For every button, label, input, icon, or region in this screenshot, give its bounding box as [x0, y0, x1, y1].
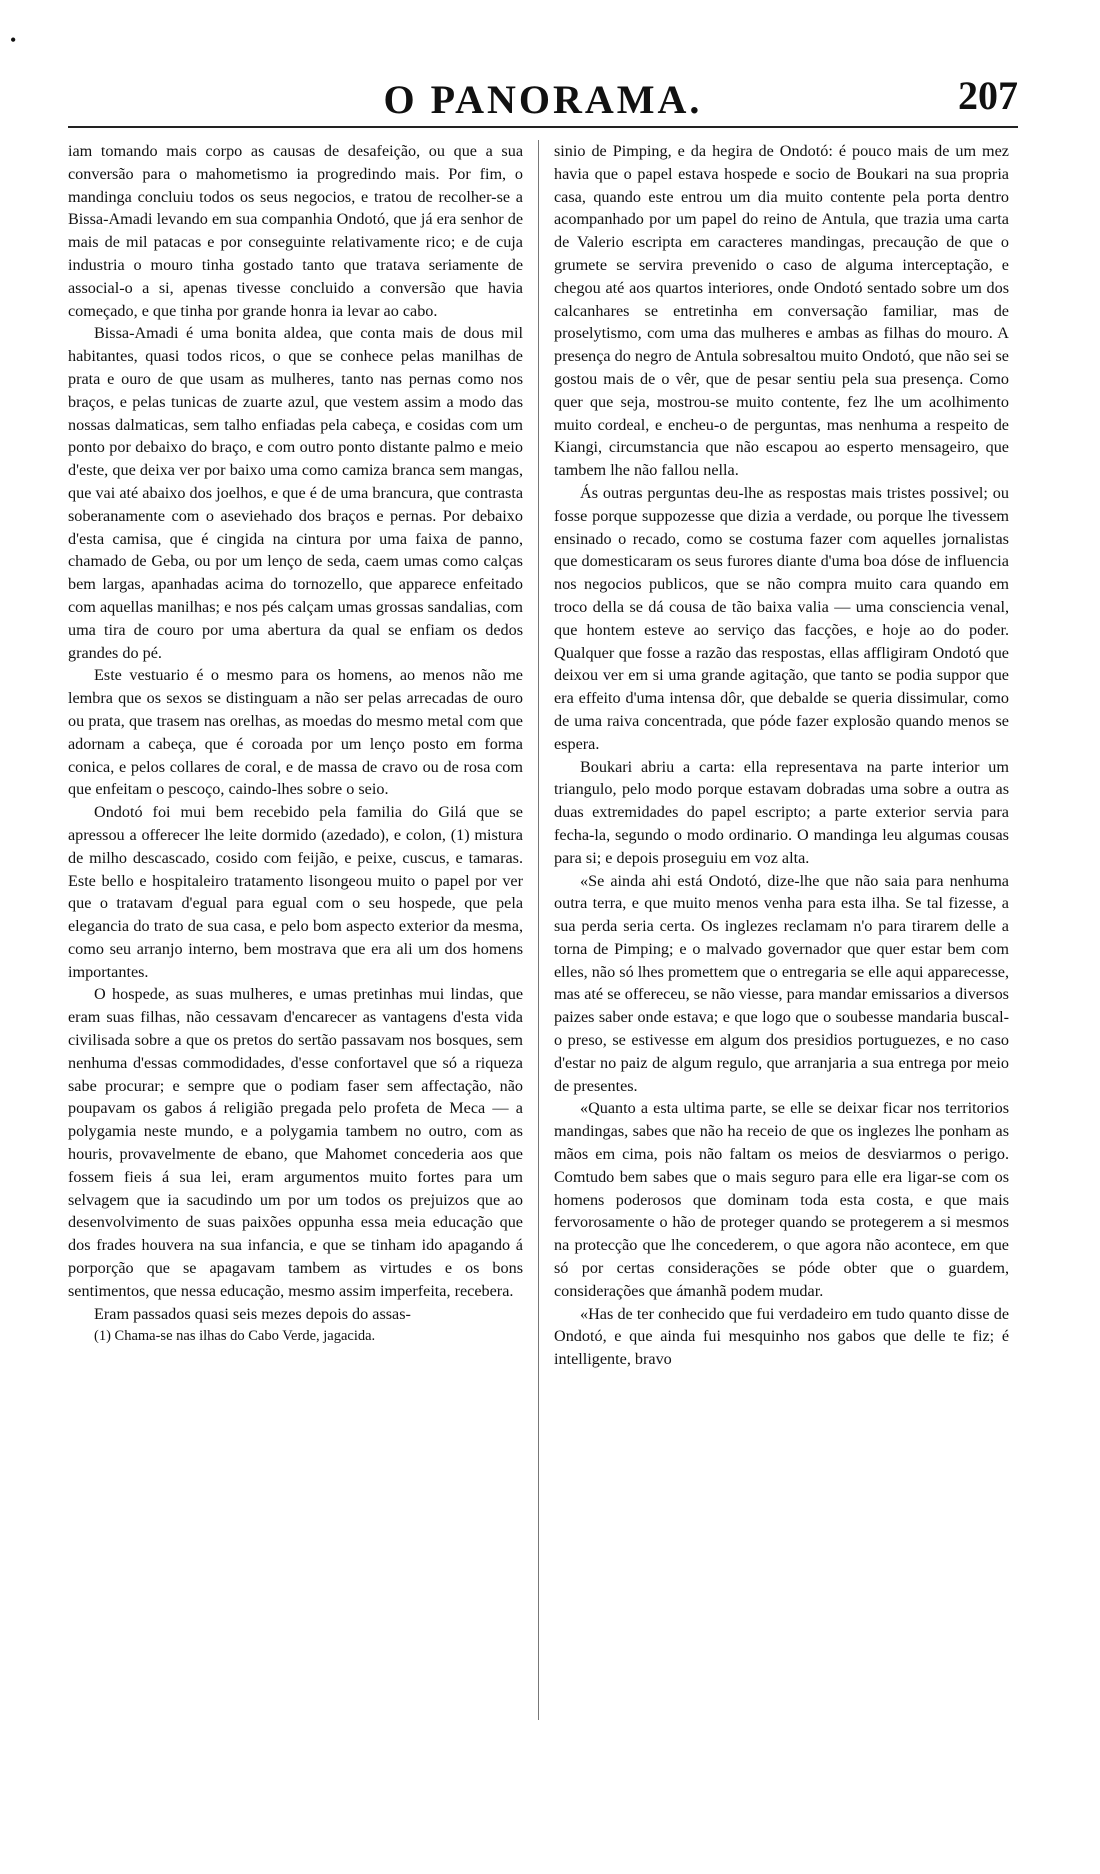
page-header — [10, 30, 1018, 122]
header-rule — [68, 126, 1018, 128]
paragraph: «Has de ter conhecido que fui verdadeiro em tudo quanto disse de Ondotó, e que ainda fui mesquinho nos gabos que delle te fiz; é intelligente, bravo — [554, 1304, 1009, 1369]
left-column — [68, 140, 523, 1348]
paragraph: Eram passados quasi seis mezes depois do assas- — [94, 1304, 411, 1323]
margin-mark: • — [10, 30, 17, 50]
right-column — [554, 140, 1009, 1371]
paragraph: sinio de Pimping, e da hegira de Ondotó: é pouco mais de um mez havia que o papel estava hospede e socio de Boukari na sua propria casa, quando este entrou um dia muito contente pela porta dentro acompanhado por um papel do reino de Antula, que trazia uma carta de Valerio escripta em caracteres mandingas, precaução de que o grumete se servira prevenido o caso de alguma interceptação, e chegou até aos quartos interiores, onde Ondotó sentado sobre um dos calcanhares se entretinha em conversação familiar, mas de proselytismo, com uma das mulheres e ambas as filhas do mouro. A presença do negro de Antula sobresaltou muito Ondotó, que não sei se gostou mais de o vêr, que de pesar sentiu pela sua presença. Como quer que seja, mostrou-se muito contente, fez lhe um acolhimento muito cordeal, e encheu-o de perguntas, mas nenhuma a respeito de Kiangi, circumstancia que não escapou ao esperto mensageiro, que tambem lhe não fallou nella. — [554, 142, 1009, 480]
paragraph: Ondotó foi mui bem recebido pela familia do Gilá que se apressou a offerecer lhe leite dormido (azedado), e colon, (1) mistura de milho descascado, cosido com feijão, e peixe, cuscus, e tamaras. Este bello e hospitaleiro tratamento lisongeou muito o papel por ver que o tratavam d'egual para egual com o seu hospede, que pela elegancia do trato de sua casa, e pelo bom aspecto exterior da mesma, como seu arranjo interno, bem mostrava que era ali um dos homens importantes. — [68, 803, 523, 981]
paragraph: Bissa-Amadi é uma bonita aldea, que conta mais de dous mil habitantes, quasi todos ricos, o que se conhece pelas manilhas de prata e ouro de que usam as mulheres, tanto nas pernas como nos braços, e pelas tunicas de zuarte azul, que vestem assim a modo das nossas dalmaticas, sem talho enfiadas pela cabeça, e cosidas com um ponto por debaixo do braço, e com outro ponto distante palmo e meio d'este, que deixa ver por baixo uma como camiza branca sem mangas, que vai até abaixo dos joelhos, e que é de uma brancura, que contrasta soberanamente com o aseviehado dos braços e pernas. Por debaixo d'esta camisa, que é cingida na cintura por uma faixa de panno, chamado de Geba, ou por um lenço de seda, caem umas como calças bem largas, apanhadas acima do tornozello, que apparece enfeitado com aquellas manilhas; e nos pés calçam umas grossas sandalias, com uma tira de couro por uma abertura da qual se enfiam os dedos grandes do pé. — [68, 324, 523, 662]
paragraph: «Se ainda ahi está Ondotó, dize-lhe que não saia para nenhuma outra terra, e que muito menos venha para esta ilha. Se tal fizesse, a sua perda seria certa. Os inglezes reclamam n'o para tirarem delle a torna de Pimping; e o malvado governador que quer estar bem com elles, não só lhes promettem que o entregaria se elle aqui apparecesse, mas até se offereceu, se não viesse, para mandar emissarios a diversos paizes saber onde estava; e que logo que o soubesse mandaria buscal-o preso, se estivesse em algum dos presidios portuguezes, e no caso d'estar no paiz de algum regulo, que arranjaria a sua entrega por meio de presentes. — [554, 871, 1009, 1095]
paragraph: «Quanto a esta ultima parte, se elle se deixar ficar nos territorios mandingas, sabes que não ha receio de que os inglezes lhe ponham as mãos em cima, pois não faltam os meios de desviarmos o perigo. Comtudo bem sabes que o mais seguro para elle era ligar-se com os homens poderosos que dominam toda esta costa, e que mais fervorosamente o hão de proteger quando se protegerem a si mesmos na protecção que lhe concederem, o que agora não acontece, em que só por certas considerações se póde obter que o guardem, considerações que ámanhã podem mudar. — [554, 1099, 1009, 1300]
paragraph: iam tomando mais corpo as causas de desafeição, ou que a sua conversão para o mahometismo ia progredindo mais. Por fim, o mandinga concluiu todos os seus negocios, e tratou de recolher-se a Bissa-Amadi levando em sua companhia Ondotó, que já era senhor de mais de mil patacas e por conseguinte relativamente rico; e de cuja industria o mouro tinha gostado tanto que tratava seriamente de associal-o a si, apenas tivesse concluido a conversão que havia começado, e que tinha por grande honra ia levar ao cabo. — [68, 142, 523, 320]
paragraph: Ás outras perguntas deu-lhe as respostas mais tristes possivel; ou fosse porque suppozesse que dizia a verdade, ou porque lhe tivessem ensinado o recado, como se costuma fazer com aquelles jornalistas que domesticaram os seus furores diante d'uma boa dóse de influencia nos negocios publicos, que se não compra muito cara quando em troco della se dá cousa de tão baixa valia — uma consciencia venal, que hontem esteve ao serviço das facções, e hoje ao do poder. Qualquer que fosse a razão das respostas, ellas affligiram Ondotó que deixou ver em si uma grande agitação, que tanto se podia suppor que era effeito d'uma intensa dôr, que debalde se queria dissimular, como de uma raiva concentrada, que póde fazer explosão quando menos se espera. — [554, 483, 1009, 753]
footnote: (1) Chama-se nas ilhas do Cabo Verde, jagacida. — [94, 1328, 376, 1345]
paragraph: O hospede, as suas mulheres, e umas pretinhas mui lindas, que eram suas filhas, não cessavam d'encarecer as vantagens d'esta vida civilisada sobre a que os pretos do sertão passavam nos bosques, sem nenhuma d'essas commodidades, d'esse confortavel que só a riqueza sabe procurar; e sempre que o podiam faser sem affectação, não poupavam os gabos á religião pregada pelo profeta de Meca — a polygamia neste mundo, e a polygamia tambem no outro, com as houris, provavelmente de ebano, que Mahomet concederia aos que fossem fieis á sua lei, eram argumentos muito fortes para um selvagem que ia sacudindo um por um todos os prejuizos que ao desenvolvimento de suas paixões oppunha essa meia educação que dos frades houvera na sua infancia, e que se tinham ido apagando á porporção que se apagavam tambem as virtudes e os bons sentimentos, que nessa educação, mesmo assim imperfeita, recebera. — [68, 985, 523, 1300]
paragraph: Boukari abriu a carta: ella representava na parte interior um triangulo, pelo modo porque estavam dobradas uma sobre a outra as duas extremidades do papel escripto; a parte exterior servia para fecha-la, segundo o modo ordinario. O mandinga leu algumas cousas para si; e depois proseguiu em voz alta. — [554, 757, 1009, 867]
page-title: O PANORAMA. — [383, 77, 703, 122]
column-divider — [538, 140, 539, 1720]
page-number: 207 — [958, 73, 1018, 118]
paragraph: Este vestuario é o mesmo para os homens, ao menos não me lembra que os sexos se distinguam a não ser pelas arrecadas de ouro ou prata, que trasem nas orelhas, as moedas do mesmo metal com que adornam a cabeça, que é coroada por um lenço posto em forma conica, e pelos collares de coral, e de massa de cravo ou de rosa com que enfeitam o pescoço, caindo-lhes sobre o seio. — [68, 666, 523, 799]
